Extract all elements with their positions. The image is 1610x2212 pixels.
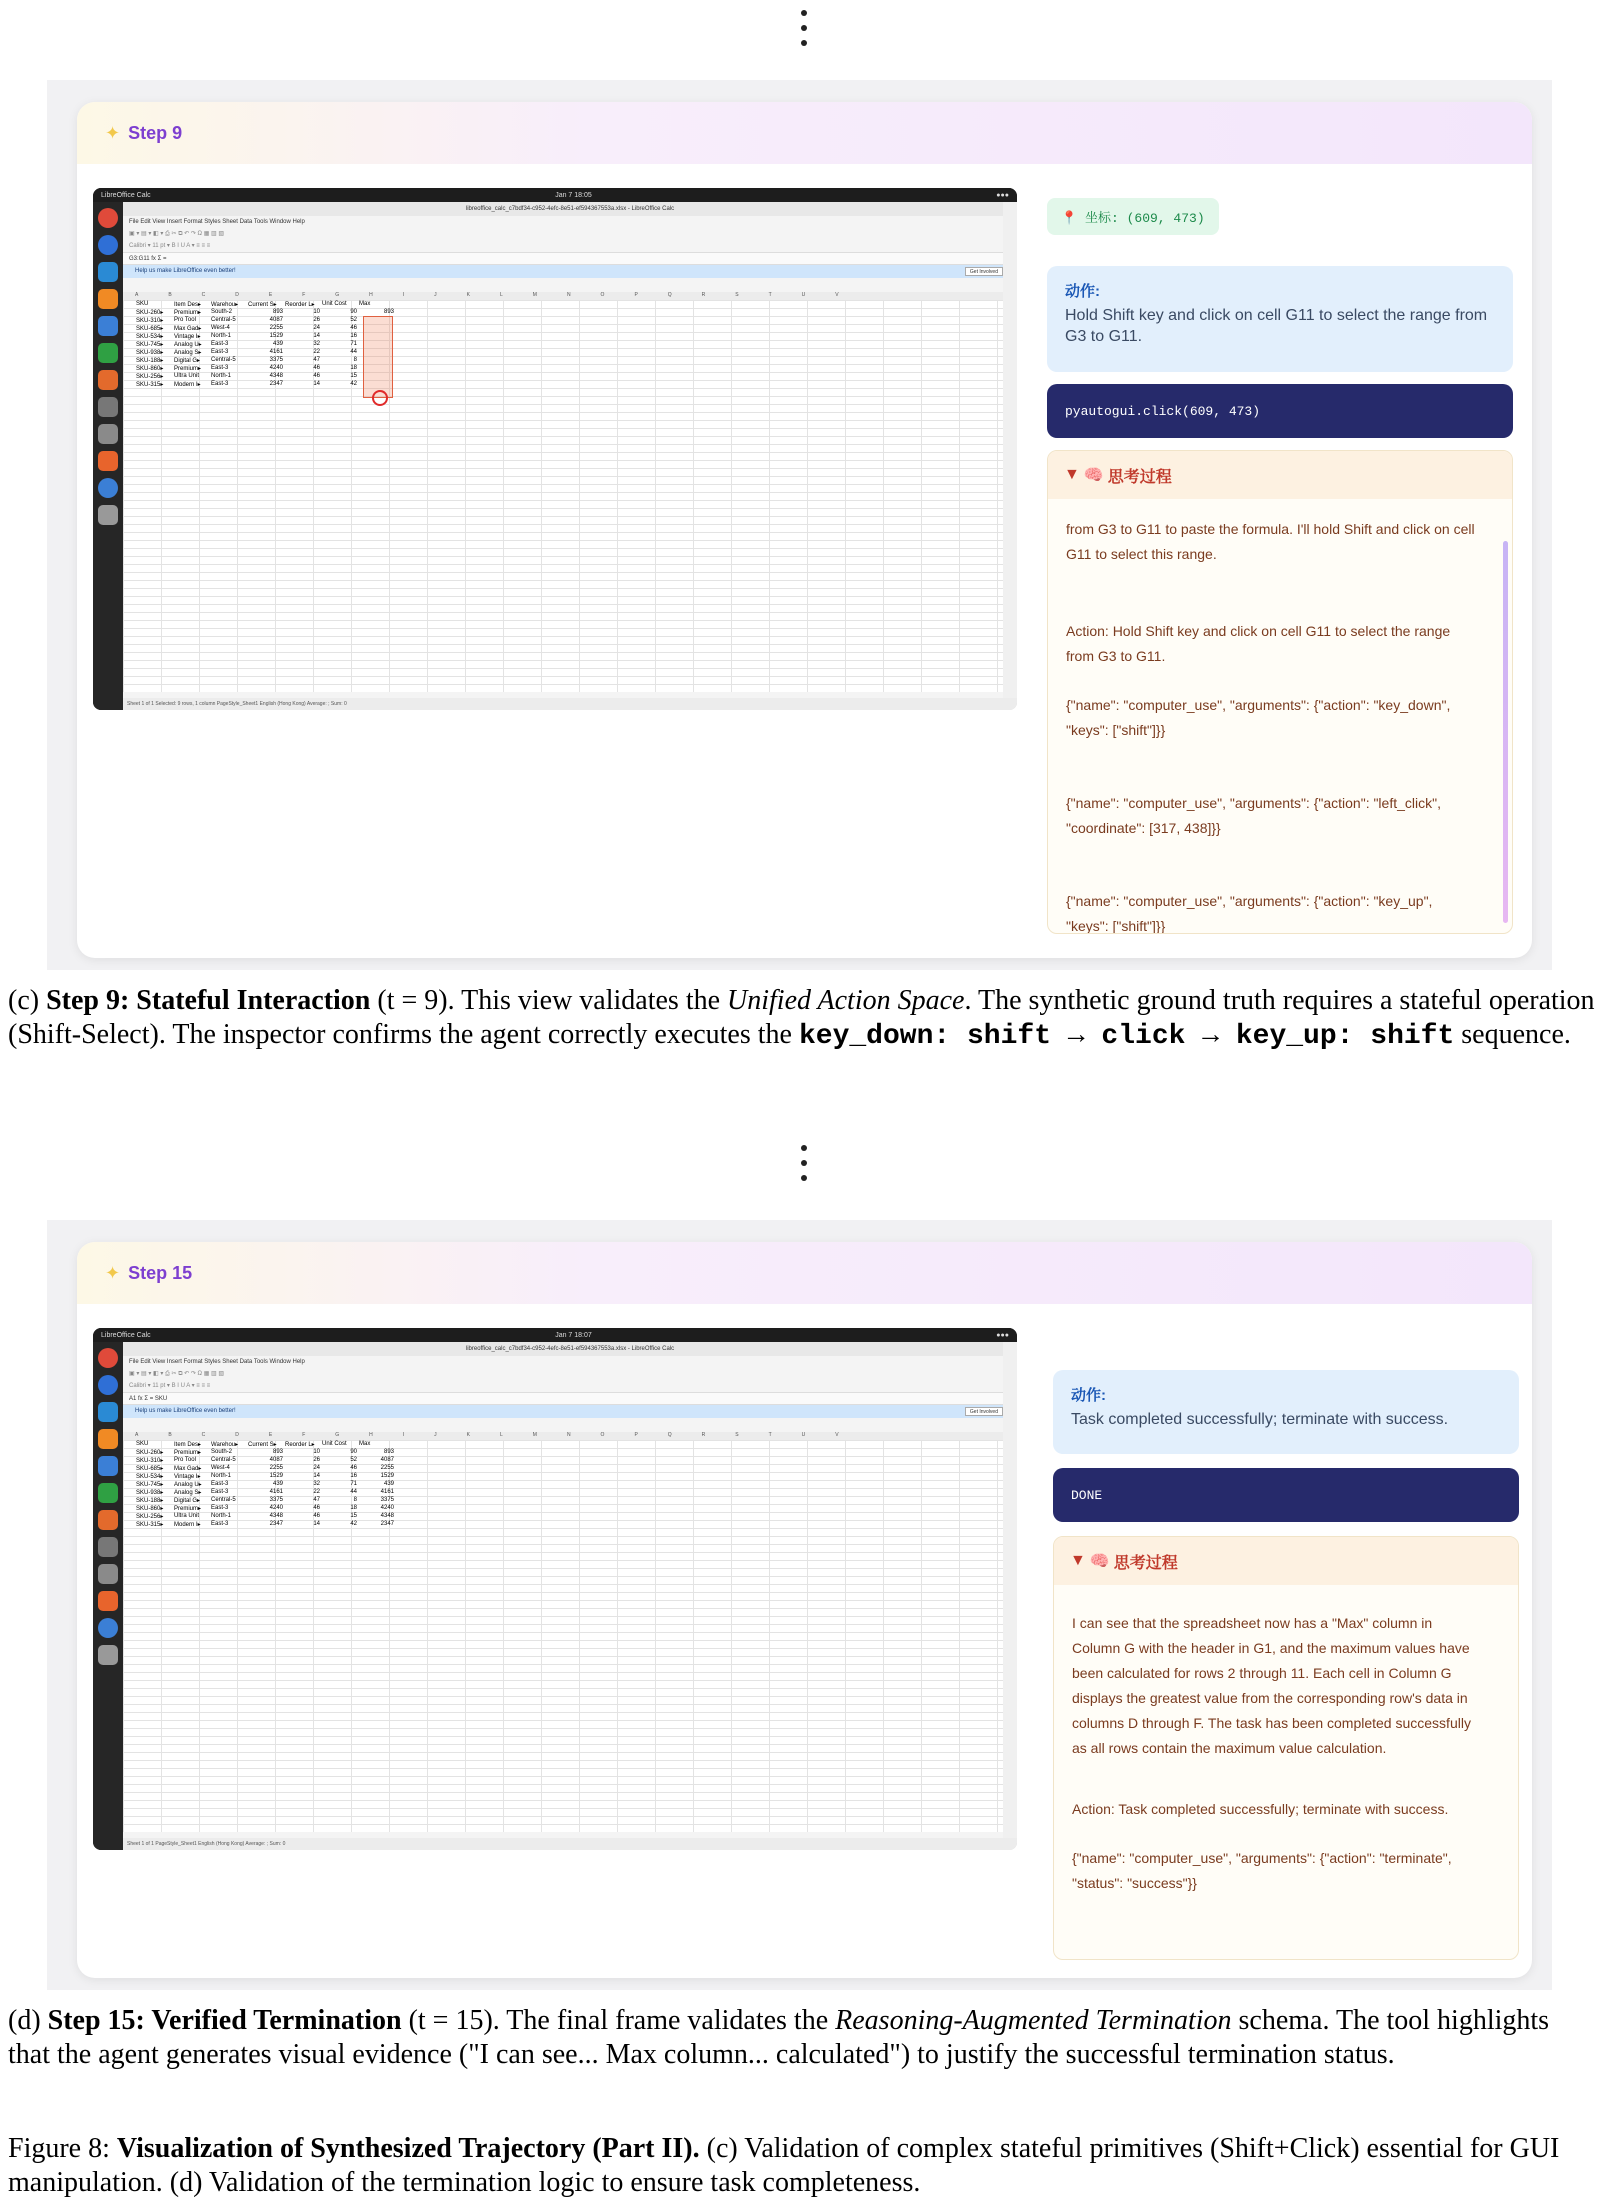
trash-icon[interactable] [98,1645,118,1665]
table-cell[interactable]: Analog S▸ [174,349,202,356]
table-cell[interactable]: 3375 [269,1497,283,1503]
help-icon[interactable] [98,1618,118,1638]
table-cell[interactable]: 22 [313,349,320,355]
format-toolbar[interactable]: Calibri ▾ 11 pt ▾ B I U A ▾ ≡ ≡ ≡ [129,243,211,249]
step9-header [77,102,1532,164]
table-cell[interactable]: 4087 [380,1457,394,1463]
table-cell[interactable]: 18 [350,1505,357,1511]
step15-header [77,1242,1532,1304]
data-table[interactable] [135,300,395,388]
libreoffice-window [123,1342,1017,1850]
table-cell[interactable]: 893 [383,309,394,315]
thinking-paragraph: {"name": "computer_use", "arguments": {"action": "left_click", "coordinate": [317, 438]}} [1066,795,1441,836]
table-row [135,332,395,340]
table-cell[interactable]: SKU-256▸ [136,1513,164,1520]
toolbar[interactable]: ▣ ▾ ▤ ▾ ◧ ▾ ⎙ ✂ ⧉ ↶ ↷ Ω ▦ ▥ ▧ [129,1371,225,1377]
step15-frame [47,1220,1552,1990]
table-cell[interactable]: Ultra Unit [174,1513,200,1519]
step15-title: Step 15 [128,1262,193,1283]
step9-card [77,102,1532,958]
sidebar[interactable] [1003,202,1017,710]
table-cell[interactable]: 4087 [269,1457,283,1463]
thinking-header[interactable]: ▼ 🧠 思考过程 [1054,1537,1518,1585]
triangle-down-icon: ▼ [1064,466,1080,483]
table-cell[interactable]: SKU-188▸ [136,357,164,364]
formula-bar[interactable]: A1 fx Σ = SKU [123,1392,1017,1405]
table-cell[interactable]: 2347 [269,1521,283,1527]
table-cell[interactable]: 15 [350,1513,357,1519]
table-cell[interactable]: 46 [313,365,320,371]
triangle-down-icon: ▼ [1070,1552,1086,1569]
table-cell[interactable]: Digital G▸ [174,1497,201,1504]
table-cell[interactable]: Max Gad▸ [174,325,202,332]
spreadsheet-grid[interactable] [123,292,1003,692]
table-cell[interactable]: 4240 [269,365,283,371]
thinking-paragraph: {"name": "computer_use", "arguments": {"action": "key_down", "keys": ["shift"]}} [1066,697,1451,738]
gimp-icon[interactable] [98,1537,118,1557]
table-cell[interactable]: 4161 [269,1489,283,1495]
table-cell[interactable]: West-4 [211,1465,230,1471]
table-cell[interactable]: East-3 [211,365,229,371]
table-cell[interactable]: 47 [313,357,320,363]
table-cell[interactable]: 24 [313,1465,320,1471]
table-cell[interactable]: SKU-938▸ [136,349,164,356]
table-cell[interactable]: SKU-534▸ [136,1473,164,1480]
table-cell[interactable]: Pro Tool [174,1457,196,1463]
table-cell[interactable]: South-2 [211,1449,233,1455]
step15-code-box: DONE [1053,1468,1519,1522]
step9-thinking-panel [1047,450,1513,934]
table-cell[interactable]: East-3 [211,1521,229,1527]
table-cell[interactable]: 8 [353,1497,357,1503]
step15-screenshot [93,1328,1017,1850]
impress-icon[interactable] [98,370,118,390]
table-row [135,324,395,332]
software-icon[interactable] [98,1591,118,1611]
table-cell[interactable]: South-2 [211,309,233,315]
table-cell[interactable]: SKU-860▸ [136,1505,164,1512]
header-cell[interactable]: Warehou▸ [211,301,239,308]
table-cell[interactable]: 18 [350,365,357,371]
table-cell[interactable]: SKU-938▸ [136,1489,164,1496]
spreadsheet-grid[interactable] [123,1432,1003,1832]
table-cell[interactable]: East-3 [211,1505,229,1511]
step9-action-box [1047,266,1513,372]
step15-card [77,1242,1532,1978]
table-header-row [135,1440,395,1448]
table-row [135,316,395,324]
thinking-header[interactable]: ▼ 🧠 思考过程 [1048,451,1512,499]
vscode-icon[interactable] [98,1402,118,1422]
table-cell[interactable]: 4161 [380,1489,394,1495]
table-cell[interactable]: 71 [350,341,357,347]
thinking-body [1054,1585,1518,1896]
table-cell[interactable]: Modern I▸ [174,1521,201,1528]
table-cell[interactable]: 14 [313,1521,320,1527]
info-bar: Help us make LibreOffice even better! Get Involved [123,265,1017,278]
table-cell[interactable]: 3375 [269,357,283,363]
action-label: 动作: [1071,1387,1106,1404]
format-toolbar[interactable]: Calibri ▾ 11 pt ▾ B I U A ▾ ≡ ≡ ≡ [129,1383,211,1389]
info-bar: Help us make LibreOffice even better! Get Involved [123,1405,1017,1418]
table-cell[interactable]: 46 [313,373,320,379]
table-cell[interactable]: 2255 [380,1465,394,1471]
table-cell[interactable]: 4348 [269,1513,283,1519]
selection-range [363,316,393,398]
table-cell[interactable]: Premium▸ [174,1449,202,1456]
help-icon[interactable] [98,478,118,498]
header-cell[interactable]: Current S▸ [248,301,277,308]
table-cell[interactable]: 46 [350,1465,357,1471]
table-cell[interactable]: 4087 [269,317,283,323]
table-cell[interactable]: 26 [313,1457,320,1463]
sparkle-icon: ✦ [105,1262,121,1283]
table-cell[interactable]: 893 [272,1449,283,1455]
clock: Jan 7 18:05 [555,191,592,199]
table-cell[interactable]: East-3 [211,381,229,387]
get-involved-button[interactable]: Get Involved [965,1407,1003,1416]
table-cell[interactable]: 439 [272,1481,283,1487]
table-row [135,1480,395,1488]
table-cell[interactable]: 439 [272,341,283,347]
table-cell[interactable]: Analog S▸ [174,1489,202,1496]
table-cell[interactable]: 2347 [269,381,283,387]
table-cell[interactable]: 14 [313,381,320,387]
table-cell[interactable]: 439 [383,1481,394,1487]
table-cell[interactable]: 32 [313,1481,320,1487]
table-cell[interactable]: Max Gad▸ [174,1465,202,1472]
table-cell[interactable]: North-1 [211,373,232,379]
table-cell[interactable]: 4348 [269,373,283,379]
table-cell[interactable]: SKU-315▸ [136,1521,164,1528]
step9-code-box: pyautogui.click(609, 473) [1047,384,1513,438]
table-cell[interactable]: Premium▸ [174,309,202,316]
table-cell[interactable]: 90 [350,1449,357,1455]
table-cell[interactable]: 2255 [269,1465,283,1471]
caption-d: (d) Step 15: Verified Termination (t = 15). The final frame validates the Reasoning-Augmented Termination schema. The tool highlights that the agent generates visual evidence ("I can see... Max column... calculated") to justify the successful termination status. [8,2005,1550,2070]
table-cell[interactable]: 44 [350,349,357,355]
header-cell[interactable]: SKU [136,301,149,307]
menu-bar[interactable]: File Edit View Insert Format Styles Sheet Data Tools Window Help [129,219,305,225]
table-cell[interactable]: 52 [350,1457,357,1463]
header-cell[interactable]: Reorder L▸ [285,1441,315,1448]
table-cell[interactable]: West-4 [211,325,230,331]
table-cell[interactable]: 10 [313,309,320,315]
table-cell[interactable]: 4348 [380,1513,394,1519]
table-cell[interactable]: 46 [313,1513,320,1519]
table-row [135,1488,395,1496]
table-cell[interactable]: 1529 [269,1473,283,1479]
table-cell[interactable]: 4161 [269,349,283,355]
table-row [135,1496,395,1504]
table-cell[interactable]: 42 [350,1521,357,1527]
table-cell[interactable]: 22 [313,1489,320,1495]
table-cell[interactable]: 46 [313,1505,320,1511]
table-row [135,1472,395,1480]
files-icon[interactable] [98,424,118,444]
name-box: G3:G11 [129,256,150,262]
vlc-icon[interactable] [98,289,118,309]
thinking-paragraph: {"name": "computer_use", "arguments": {"action": "terminate", "status": "success"}} [1072,1850,1452,1891]
app-label: LibreOffice Calc [101,1331,151,1339]
pin-icon: 📍 [1061,211,1078,226]
step9-frame [47,80,1552,970]
table-cell[interactable]: SKU-310▸ [136,1457,164,1464]
caption-c: (c) Step 9: Stateful Interaction (t = 9). This view validates the Unified Action Space. The synthetic ground truth requires a stateful operation (Shift-Select). The inspector confirms the agent correctly executes the key_down: shift → click → key_up: shift sequence. [8,985,1595,1052]
table-row [135,372,395,380]
formula-bar[interactable]: G3:G11 fx Σ = [123,252,1017,265]
table-cell[interactable]: 46 [350,325,357,331]
window-title: libreoffice_calc_c7bdf34-c952-4efc-8e51-ef594367553a.xlsx - LibreOffice Calc [123,202,1017,216]
table-cell[interactable]: 16 [350,1473,357,1479]
table-cell[interactable]: SKU-745▸ [136,1481,164,1488]
table-cell[interactable]: SKU-260▸ [136,1449,164,1456]
table-row [135,1520,395,1528]
table-row [135,348,395,356]
clock: Jan 7 18:07 [555,1331,592,1339]
step9-title: Step 9 [128,122,183,143]
step15-action-box [1053,1370,1519,1454]
table-cell[interactable]: 47 [313,1497,320,1503]
impress-icon[interactable] [98,1510,118,1530]
table-cell[interactable]: 14 [313,333,320,339]
action-text: Task completed successfully; terminate with success. [1071,1411,1449,1428]
table-cell[interactable]: 1529 [380,1473,394,1479]
trash-icon[interactable] [98,505,118,525]
table-cell[interactable]: Central-5 [211,357,236,363]
table-cell[interactable]: Vintage I▸ [174,1473,201,1480]
table-cell[interactable]: Modern I▸ [174,381,201,388]
table-cell[interactable]: 4240 [380,1505,394,1511]
thunderbird-icon[interactable] [98,1375,118,1395]
toolbar[interactable]: ▣ ▾ ▤ ▾ ◧ ▾ ⎙ ✂ ⧉ ↶ ↷ Ω ▦ ▥ ▧ [129,231,225,237]
writer-icon[interactable] [98,1456,118,1476]
files-icon[interactable] [98,1564,118,1584]
table-cell[interactable]: 15 [350,373,357,379]
writer-icon[interactable] [98,316,118,336]
table-cell[interactable]: East-3 [211,1481,229,1487]
table-cell[interactable]: 26 [313,317,320,323]
table-cell[interactable]: 3375 [380,1497,394,1503]
app-label: LibreOffice Calc [101,191,151,199]
menu-bar[interactable]: File Edit View Insert Format Styles Sheet Data Tools Window Help [129,1359,305,1365]
table-cell[interactable]: Ultra Unit [174,373,200,379]
dock [93,1342,123,1850]
table-cell[interactable]: 893 [383,1449,394,1455]
status-bar: Sheet 1 of 1 Selected: 9 rows, 1 column PageStyle_Sheet1 English (Hong Kong) Average: ; Sum: 0 [123,698,1017,710]
header-cell[interactable]: Max [359,1441,371,1447]
table-cell[interactable]: 42 [350,381,357,387]
click-marker [372,390,388,406]
status-bar: Sheet 1 of 1 PageStyle_Sheet1 English (Hong Kong) Average: ; Sum: 0 [123,1838,1017,1850]
table-cell[interactable]: 2255 [269,325,283,331]
libreoffice-window [123,202,1017,710]
table-cell[interactable]: 8 [353,357,357,363]
scrollbar[interactable] [1503,541,1508,923]
column-headers: ABCDEFGHIJKLMNOPQRSTUV [123,1432,1003,1440]
table-cell[interactable]: 1529 [269,333,283,339]
table-cell[interactable]: SKU-685▸ [136,325,164,332]
header-cell[interactable]: Unit Cost [322,301,347,307]
table-cell[interactable]: Analog U▸ [174,1481,202,1488]
table-cell[interactable]: SKU-745▸ [136,341,164,348]
thinking-paragraph: {"name": "computer_use", "arguments": {"action": "key_up", "keys": ["shift"]}} [1066,893,1433,934]
calc-icon[interactable] [98,343,118,363]
table-row [135,364,395,372]
table-cell[interactable]: 4240 [269,1505,283,1511]
gimp-icon[interactable] [98,397,118,417]
chrome-icon[interactable] [98,208,118,228]
table-cell[interactable]: SKU-310▸ [136,317,164,324]
table-cell[interactable]: North-1 [211,1513,232,1519]
data-table[interactable] [135,1440,395,1528]
table-cell[interactable]: SKU-534▸ [136,333,164,340]
table-row [135,1456,395,1464]
column-headers: ABCDEFGHIJKLMNOPQRSTUV [123,292,1003,300]
thinking-paragraph: I can see that the spreadsheet now has a "Max" column in Column G with the header in G1, and the maximum values have been calculated for rows 2 through 11. Each cell in Column G displays the greatest value from the corresponding row's data in columns D through F. The task has been completed successfully as all rows contain the maximum value calculation. [1072,1615,1471,1756]
thinking-paragraph: Action: Hold Shift key and click on cell G11 to select the range from G3 to G11. [1066,623,1451,664]
sparkle-icon: ✦ [105,122,121,143]
thinking-body [1048,499,1512,934]
thinking-paragraph: from G3 to G11 to paste the formula. I'll hold Shift and click on cell G11 to select this range. [1066,521,1475,562]
table-row [135,1504,395,1512]
table-cell[interactable]: 44 [350,1489,357,1495]
table-cell[interactable]: Central-5 [211,317,236,323]
header-cell[interactable]: Current S▸ [248,1441,277,1448]
table-row [135,356,395,364]
header-cell[interactable]: Max [359,301,371,307]
table-cell[interactable]: Premium▸ [174,365,202,372]
table-cell[interactable]: 90 [350,309,357,315]
ellipsis-top [796,10,812,46]
table-cell[interactable]: SKU-315▸ [136,381,164,388]
table-cell[interactable]: East-3 [211,1489,229,1495]
sidebar[interactable] [1003,1342,1017,1850]
gnome-topbar: LibreOffice Calc Jan 7 18:07 ●●● [93,1328,1017,1342]
table-cell[interactable]: SKU-188▸ [136,1497,164,1504]
brain-icon: 🧠 [1083,467,1104,484]
table-cell[interactable]: East-3 [211,341,229,347]
table-cell[interactable]: 893 [272,309,283,315]
table-cell[interactable]: SKU-685▸ [136,1465,164,1472]
step9-screenshot [93,188,1017,710]
table-cell[interactable]: 52 [350,317,357,323]
table-cell[interactable]: SKU-256▸ [136,373,164,380]
chrome-icon[interactable] [98,1348,118,1368]
name-box: A1 [129,1396,137,1402]
table-row [135,380,395,388]
table-cell[interactable]: East-3 [211,349,229,355]
header-cell[interactable]: Reorder L▸ [285,301,315,308]
table-cell[interactable]: North-1 [211,1473,232,1479]
table-row [135,308,395,316]
table-cell[interactable]: 71 [350,1481,357,1487]
table-row [135,1448,395,1456]
table-cell[interactable]: 2347 [380,1521,394,1527]
table-row [135,1512,395,1520]
get-involved-button[interactable]: Get Involved [965,267,1003,276]
table-cell[interactable]: Premium▸ [174,1505,202,1512]
table-cell[interactable]: Digital G▸ [174,357,201,364]
header-cell[interactable]: Item Des▸ [174,1441,202,1448]
header-cell[interactable]: Unit Cost [322,1441,347,1447]
step15-thinking-panel [1053,1536,1519,1960]
thunderbird-icon[interactable] [98,235,118,255]
action-label: 动作: [1065,283,1100,300]
coordinate-badge: 📍 坐标: (609, 473) [1047,198,1219,235]
table-cell[interactable]: Central-5 [211,1457,236,1463]
vlc-icon[interactable] [98,1429,118,1449]
software-icon[interactable] [98,451,118,471]
table-header-row [135,300,395,308]
dock [93,202,123,710]
table-cell[interactable]: Central-5 [211,1497,236,1503]
vscode-icon[interactable] [98,262,118,282]
table-cell[interactable]: 24 [313,325,320,331]
header-cell[interactable]: Item Des▸ [174,301,202,308]
table-cell[interactable]: SKU-260▸ [136,309,164,316]
table-cell[interactable]: 32 [313,341,320,347]
window-title: libreoffice_calc_c7bdf34-c952-4efc-8e51-ef594367553a.xlsx - LibreOffice Calc [123,1342,1017,1356]
table-cell[interactable]: 16 [350,333,357,339]
header-cell[interactable]: SKU [136,1441,149,1447]
table-cell[interactable]: North-1 [211,333,232,339]
formula-input: SKU [154,1396,168,1402]
table-cell[interactable]: 10 [313,1449,320,1455]
figure-caption: Figure 8: Visualization of Synthesized Trajectory (Part II). (c) Validation of complex stateful primitives (Shift+Click) essential for GUI manipulation. (d) Validation of the termination logic to ensure task completeness. [8,2133,1560,2198]
table-cell[interactable]: Vintage I▸ [174,333,201,340]
action-text: Hold Shift key and click on cell G11 to select the range from G3 to G11. [1065,307,1488,345]
calc-icon[interactable] [98,1483,118,1503]
table-cell[interactable]: Analog U▸ [174,341,202,348]
ellipsis-middle [796,1145,812,1181]
table-cell[interactable]: Pro Tool [174,317,196,323]
table-row [135,1464,395,1472]
gnome-topbar: LibreOffice Calc Jan 7 18:05 ●●● [93,188,1017,202]
brain-icon: 🧠 [1089,1553,1110,1570]
table-cell[interactable]: SKU-860▸ [136,365,164,372]
thinking-paragraph: Action: Task completed successfully; terminate with success. [1072,1801,1449,1817]
header-cell[interactable]: Warehou▸ [211,1441,239,1448]
table-row [135,340,395,348]
table-cell[interactable]: 14 [313,1473,320,1479]
